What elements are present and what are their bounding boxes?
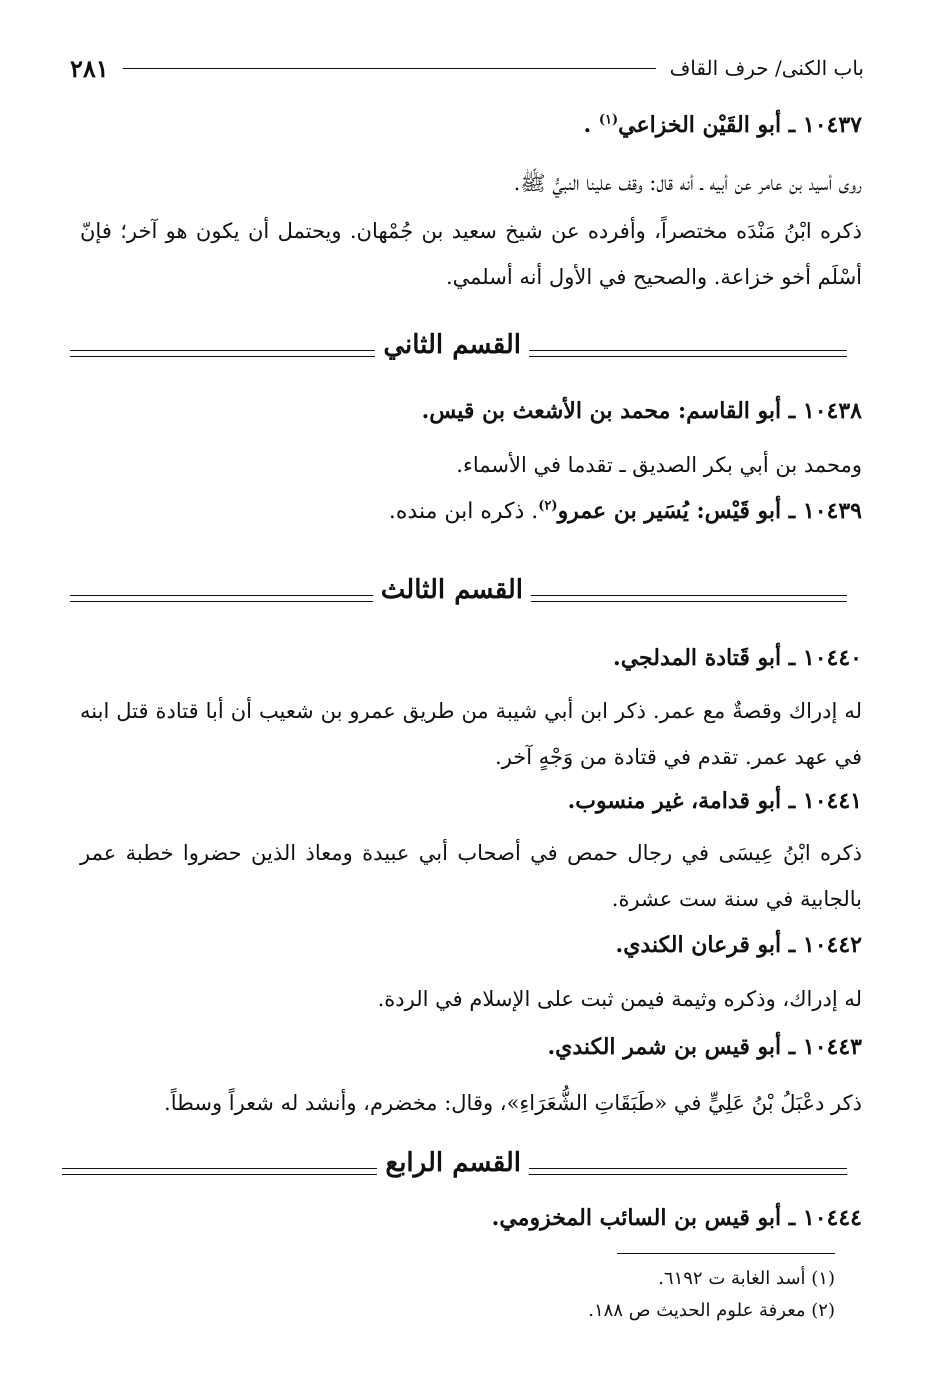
section-divider bbox=[62, 1148, 847, 1192]
entry-heading: ١٠٤٣٨ ـ أبو القاسم: محمد بن الأشعث بن قيس. bbox=[421, 398, 862, 424]
entry-heading: ١٠٤٤٠ ـ أبو قَتادة المدلجي. bbox=[613, 645, 862, 671]
entry-10437 bbox=[80, 112, 862, 138]
entry-heading: ١٠٤٤٣ ـ أبو قيس بن شمر الكندي. bbox=[547, 1034, 862, 1060]
entry-heading: ١٠٤٣٩ ـ أبو قَيْس: يُسَير بن عمرو bbox=[557, 498, 862, 524]
paragraph: ذكره ابْنُ عِيسَى في رجال حمص في أصحاب أبي عبيدة ومعاذ الذين حضروا خطبة عمر بالجابية في سنة ست عشرة. bbox=[80, 841, 862, 911]
running-title: باب الكنى/ حرف القاف bbox=[669, 56, 864, 80]
section-title: القسم الثاني bbox=[375, 330, 529, 360]
entry-end: . bbox=[583, 112, 599, 138]
paragraph: له إدراك، وذكره وثيمة فيمن ثبت على الإسلام في الردة. bbox=[377, 987, 862, 1011]
paragraph: ومحمد بن أبي بكر الصديق ـ تقدما في الأسماء. bbox=[456, 453, 862, 477]
entry-heading: ١٠٤٤٢ ـ أبو قرعان الكندي. bbox=[615, 932, 862, 958]
entry-heading: ١٠٤٣٧ ـ أبو القَيْن الخزاعي bbox=[618, 112, 862, 138]
page-number: ٢٨١ bbox=[70, 53, 109, 83]
section-divider bbox=[70, 575, 847, 619]
entry-heading: ١٠٤٤١ ـ أبو قدامة، غير منسوب. bbox=[567, 788, 862, 814]
paragraph: ذكر دعْبَلُ بْنُ عَلِيٍّ في «طَبَقَاتِ الشُّعَرَاءِ»، وقال: مخضرم، وأنشد له شعراً وسطاً. bbox=[164, 1091, 862, 1115]
footnote-ref: (١) bbox=[598, 112, 619, 128]
footnote-ref: (٢) bbox=[538, 498, 558, 514]
paragraph: روى أسيد بن عامر عن أبيه ـ أنه قال: وقف علينا النبيُّ ﷺ. bbox=[513, 171, 862, 195]
entry-heading: ١٠٤٤٤ ـ أبو قيس بن السائب المخزومي. bbox=[491, 1205, 862, 1231]
header-rule bbox=[123, 68, 656, 69]
paragraph: ذكره ابْنُ مَنْدَه مختصراً، وأفرده عن شيخ سعيد بن جُمْهان. ويحتمل أن يكون هو آخر؛ فإنّ أسْلَم أخو خزاعة. والصحيح في الأول أنه أسلمي. bbox=[80, 219, 862, 289]
footnote-rule bbox=[617, 1253, 835, 1254]
page-header bbox=[70, 48, 864, 88]
entry-text: . ذكره ابن منده. bbox=[388, 499, 539, 524]
entry-10439 bbox=[80, 498, 862, 524]
footnote: (١) أسد الغابة ت ٦١٩٢. bbox=[658, 1268, 835, 1289]
section-divider bbox=[70, 330, 847, 374]
section-title: القسم الثالث bbox=[373, 575, 531, 605]
section-title: القسم الرابع bbox=[377, 1148, 529, 1178]
footnote: (٢) معرفة علوم الحديث ص ١٨٨. bbox=[588, 1300, 835, 1321]
paragraph: له إدراك وقصةٌ مع عمر. ذكر ابن أبي شيبة من طريق عمرو بن شعيب أن أبا قتادة قتل ابنه في عهد عمر. تقدم في قتادة من وَجْهٍ آخر. bbox=[80, 699, 862, 769]
